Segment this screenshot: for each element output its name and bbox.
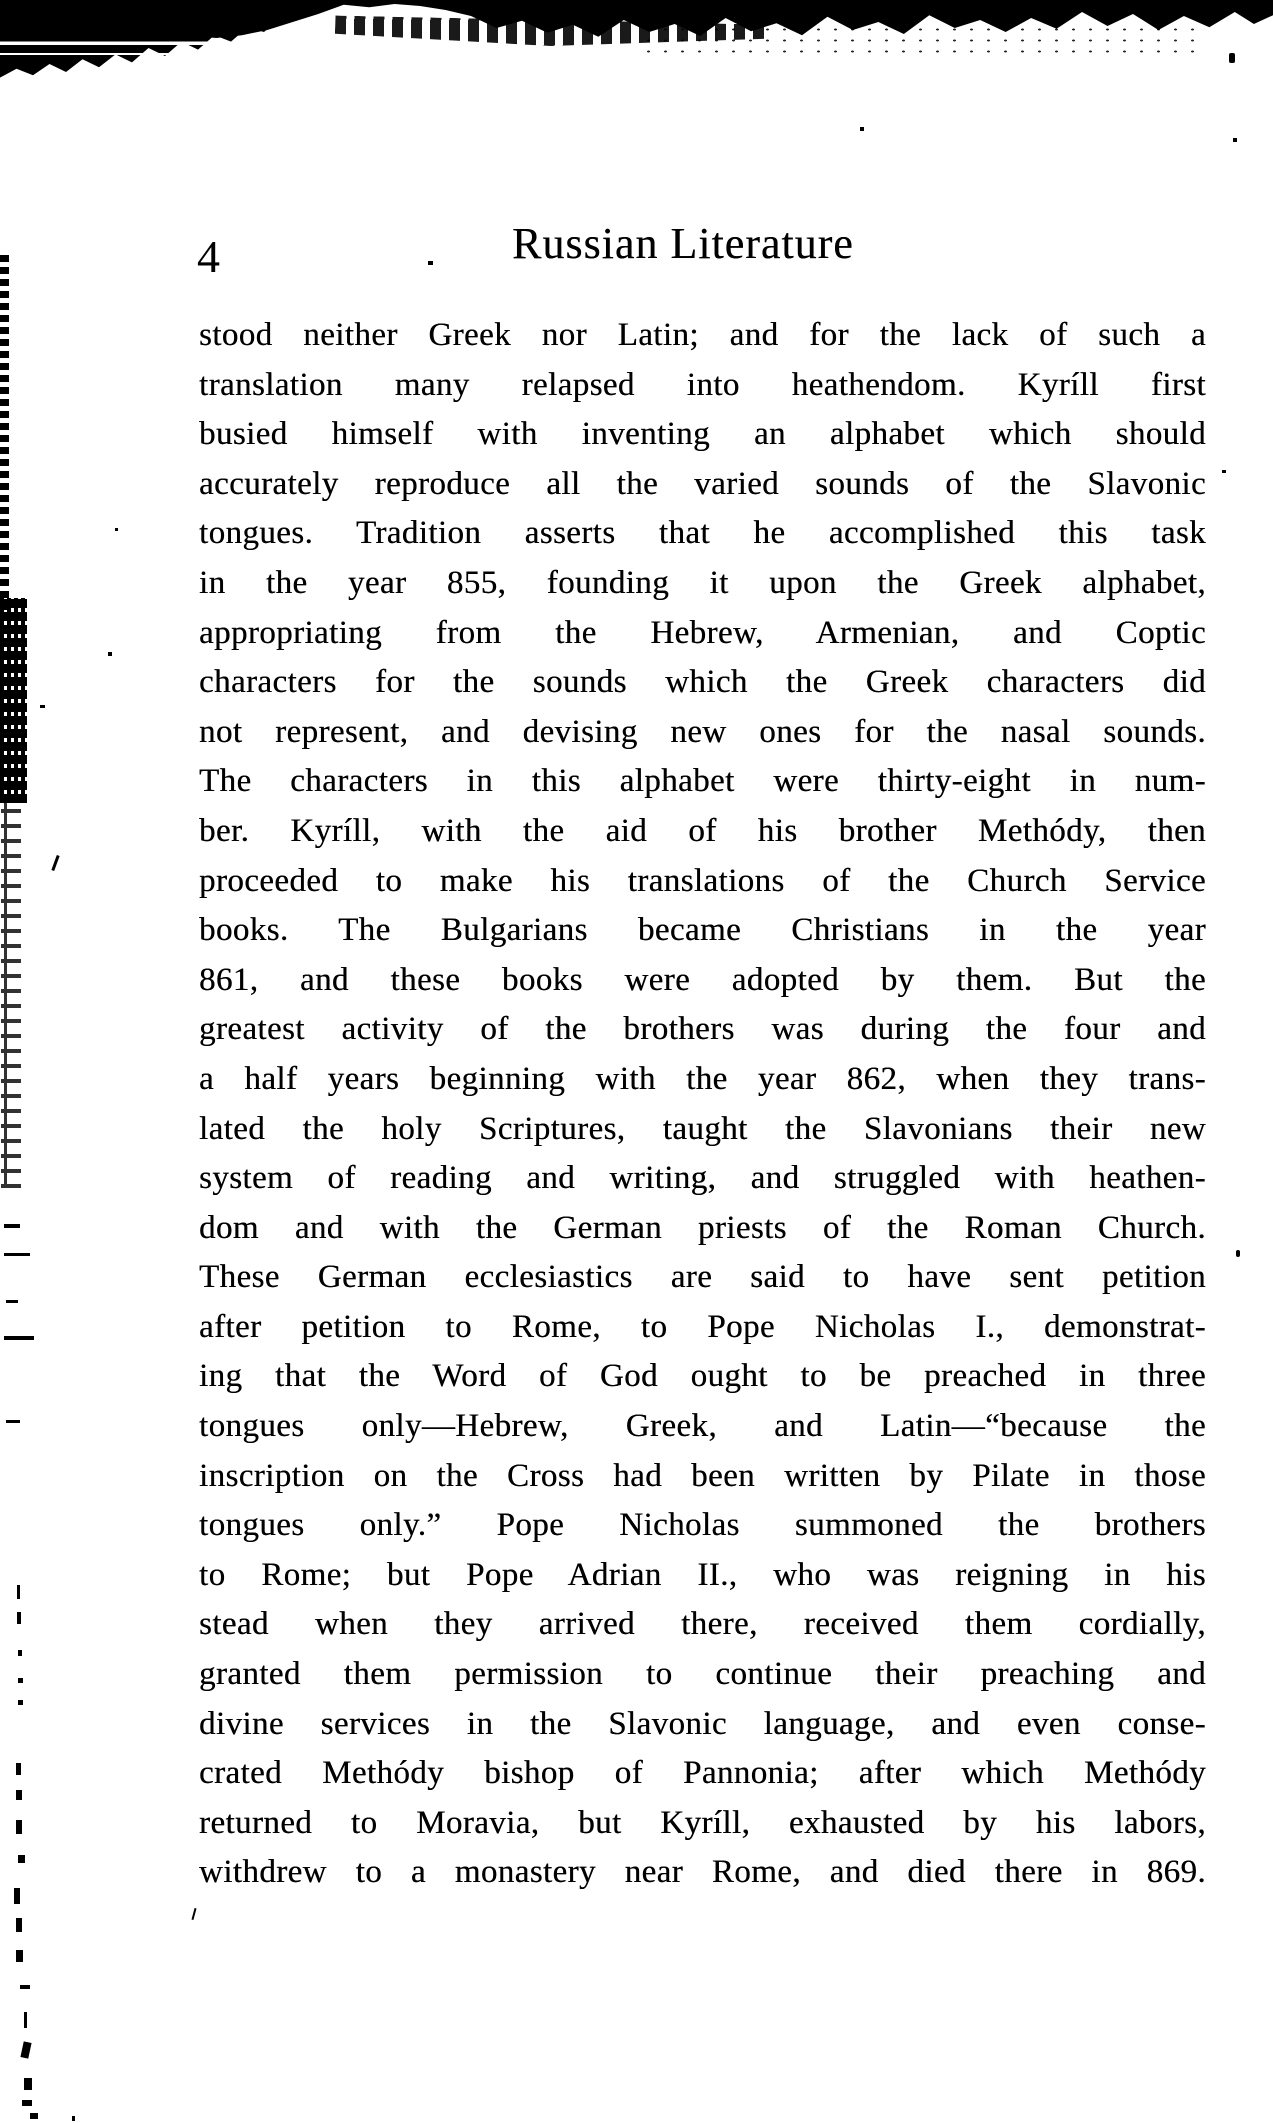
scan-noise-left-strip	[0, 598, 27, 803]
scan-speck	[18, 1855, 25, 1863]
scan-speck	[16, 1950, 23, 1962]
scan-speck	[16, 1918, 22, 1932]
text-line: The characters in this alphabet were thirty-eight in num-	[199, 763, 1206, 800]
scan-speck	[108, 652, 112, 656]
text-line: inscription on the Cross had been written by Pilate in those	[199, 1457, 1206, 1494]
page-title: Russian Literature	[512, 219, 854, 268]
text-line: characters for the sounds which the Greek characters did	[199, 664, 1206, 701]
text-line: after petition to Rome, to Pope Nicholas I., demonstrat-	[199, 1308, 1206, 1345]
scan-speck	[24, 2078, 32, 2090]
scan-speck	[16, 1790, 22, 1800]
text-line: system of reading and writing, and struggled with heathen-	[199, 1160, 1206, 1197]
scan-speck	[16, 1763, 21, 1775]
text-line: These German ecclesiastics are said to have sent petition	[199, 1259, 1206, 1296]
scan-speck	[16, 1820, 22, 1834]
text-line: returned to Moravia, but Kyríll, exhausted by his labors,	[199, 1804, 1206, 1841]
text-line: 861, and these books were adopted by them. But the	[199, 961, 1206, 998]
scan-speck	[428, 261, 433, 265]
text-line: greatest activity of the brothers was during the four and	[199, 1011, 1206, 1048]
text-line: ber. Kyríll, with the aid of his brother Methódy, then	[199, 812, 1206, 849]
scan-speck	[18, 1700, 23, 1705]
text-line: proceeded to make his translations of the Church Service	[199, 862, 1206, 899]
scan-noise-left-strip	[0, 250, 9, 610]
scan-speck	[24, 2012, 27, 2028]
page-number: 4	[197, 231, 220, 282]
text-line: tongues only—Hebrew, Greek, and Latin—“because the	[199, 1408, 1206, 1445]
scan-speck	[860, 127, 864, 131]
scan-speck	[30, 2113, 38, 2119]
scan-speck	[14, 1888, 20, 1904]
scan-speck	[20, 1985, 30, 1989]
text-line: tongues only.” Pope Nicholas summoned the brothers	[199, 1507, 1206, 1544]
scan-speck	[20, 2041, 31, 2058]
text-line: appropriating from the Hebrew, Armenian, and Coptic	[199, 614, 1206, 651]
text-line: a half years beginning with the year 862, when they trans-	[199, 1060, 1206, 1097]
text-line: divine services in the Slavonic language, and even conse-	[199, 1705, 1206, 1742]
text-line: to Rome; but Pope Adrian II., who was reigning in his	[199, 1556, 1206, 1593]
scan-speck	[1233, 138, 1237, 142]
text-line: not represent, and devising new ones for the nasal sounds.	[199, 713, 1206, 750]
scan-speck	[4, 1224, 20, 1228]
scan-speck	[17, 1585, 20, 1599]
scan-speck	[1222, 470, 1226, 473]
scan-speck	[6, 1300, 18, 1303]
text-line: withdrew to a monastery near Rome, and died there in 869.	[199, 1854, 1206, 1891]
scan-noise-top-left-blob	[0, 0, 275, 80]
text-line: stood neither Greek nor Latin; and for the lack of such a	[199, 317, 1206, 353]
scan-speck	[22, 2100, 32, 2106]
text-line: in the year 855, founding it upon the Greek alphabet,	[199, 564, 1206, 601]
scan-speck	[191, 1908, 196, 1920]
text-line: dom and with the German priests of the Roman Church.	[199, 1209, 1206, 1246]
text-line: crated Methódy bishop of Pannonia; after which Methódy	[199, 1755, 1206, 1792]
text-line: stead when they arrived there, received them cordially,	[199, 1606, 1206, 1643]
text-line: lated the holy Scriptures, taught the Slavonians their new	[199, 1110, 1206, 1147]
body-text	[199, 311, 1206, 1898]
scan-speck	[17, 1612, 21, 1624]
text-line: busied himself with inventing an alphabet which should	[199, 416, 1206, 453]
text-line: accurately reproduce all the varied sounds of the Slavonic	[199, 465, 1206, 502]
text-line: translation many relapsed into heathendom. Kyríll first	[199, 366, 1206, 403]
text-line: ing that the Word of God ought to be preached in three	[199, 1358, 1206, 1395]
scan-speck	[1229, 53, 1235, 63]
text-line: books. The Bulgarians became Christians in the year	[199, 912, 1206, 949]
scan-speck	[18, 1650, 22, 1656]
scan-speck	[1236, 1250, 1240, 1257]
text-line: tongues. Tradition asserts that he accomplished this task	[199, 515, 1206, 552]
scan-speck	[51, 855, 59, 871]
scan-speck	[40, 705, 45, 708]
text-line: granted them permission to continue their preaching and	[199, 1656, 1206, 1693]
scan-noise-left-strip	[1, 803, 21, 1188]
scan-speck	[18, 1678, 23, 1683]
scan-speck	[4, 1336, 34, 1340]
scan-speck	[72, 2116, 75, 2121]
scan-speck	[115, 528, 118, 531]
scan-speck	[4, 1253, 30, 1256]
scan-speck	[6, 1420, 20, 1423]
scan-noise-top-speckle	[640, 24, 1200, 54]
